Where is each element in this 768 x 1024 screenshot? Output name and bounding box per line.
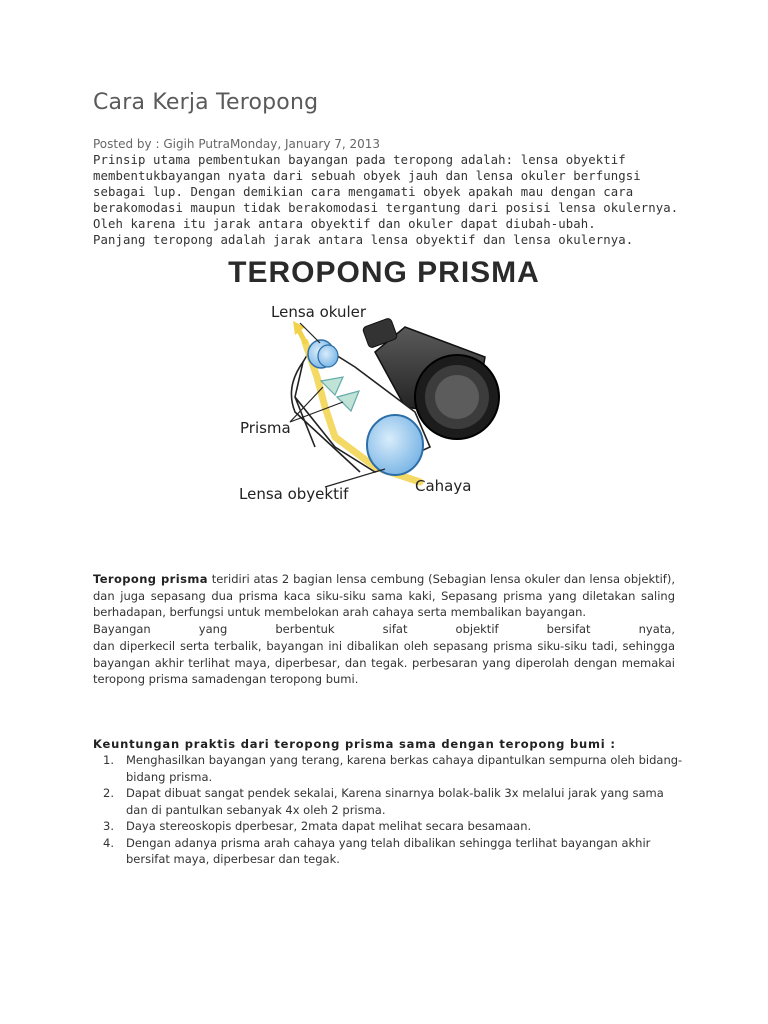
list-number: 2. <box>103 786 114 800</box>
list-item <box>93 818 683 835</box>
ocular-lens <box>308 340 338 368</box>
list-item <box>93 835 683 868</box>
post-title: Cara Kerja Teropong <box>93 90 319 115</box>
figure-heading: TEROPONG PRISMA <box>228 256 540 289</box>
binocular-illustration <box>225 297 525 512</box>
list-text: Dengan adanya prisma arah cahaya yang telah dibalikan sehingga terlihat bayangan akhir bersifat maya, diperbesar dan tegak. <box>126 835 651 866</box>
intro-line: membentukbayangan nyata dari sebuah obyek jauh dan lensa okuler berfungsi <box>93 169 641 183</box>
paragraph-image-rest: dan diperkecil serta terbalik, bayangan ini dibalikan oleh sepasang prisma siku-siku tadi, sehingga bayangan akhir terlihat maya, diperbesar, dan tegak. perbesaran yang diperolah dengan memakai teropong prisma samadengan teropong bumi. <box>93 638 675 687</box>
advantages-list <box>93 752 683 868</box>
list-text: Menghasilkan bayangan yang terang, karena berkas cahaya dipantulkan sempurna oleh bidang-bidang prisma. <box>126 753 683 784</box>
intro-line: Oleh karena itu jarak antara obyektif dan okuler dapat diubah-ubah. <box>93 217 596 231</box>
intro-line: Panjang teropong adalah jarak antara lensa obyektif dan lensa okulernya. <box>93 233 634 247</box>
binocular-figure <box>225 297 525 512</box>
paragraph-image-line: Bayangan yang berbentuk sifat objektif bersifat nyata, <box>93 622 675 637</box>
intro-text <box>93 152 683 248</box>
term-teropong-prisma: Teropong prisma <box>93 572 208 586</box>
paragraph-prism-rest: teridiri atas 2 bagian lensa cembung (Sebagian lensa okuler dan lensa objektif), dan juga sepasang dua prisma kaca siku-siku sama kaki, Sepasang prisma yang diletakan saling berhadapan, berfungsi untuk membelokan arah cahaya serta membalikan bayangan. <box>93 572 675 620</box>
list-number: 1. <box>103 753 114 767</box>
list-item <box>93 785 683 818</box>
post-author[interactable]: Gigih Putra <box>163 137 230 151</box>
advantages-heading: Keuntungan praktis dari teropong prisma sama dengan teropong bumi : <box>93 737 616 751</box>
list-number: 4. <box>103 835 114 850</box>
paragraph-prism-description <box>93 571 675 621</box>
label-prism: Prisma <box>240 419 291 437</box>
label-objective-lens: Lensa obyektif <box>239 485 349 503</box>
posted-by-prefix: Posted by : <box>93 137 164 151</box>
intro-line: Prinsip utama pembentukan bayangan pada teropong adalah: lensa obyektif <box>93 153 626 167</box>
list-text: Daya stereoskopis dperbesar, 2mata dapat melihat secara besamaan. <box>126 819 532 833</box>
body-text <box>93 571 675 688</box>
intro-line: sebagai lup. Dengan demikian cara mengamati obyek apakah mau dengan cara <box>93 185 634 199</box>
list-number: 3. <box>103 819 114 833</box>
objective-lens <box>367 415 423 475</box>
list-item <box>93 752 683 785</box>
label-ocular-lens: Lensa okuler <box>271 303 367 321</box>
intro-line: berakomodasi maupun tidak berakomodasi tergantung dari posisi lensa okulernya. <box>93 201 679 215</box>
list-text: Dapat dibuat sangat pendek sekalai, Karena sinarnya bolak-balik 3x melalui jarak yang sama dan di pantulkan sebanyak 4x oleh 2 prisma. <box>126 786 664 817</box>
label-light: Cahaya <box>415 477 472 495</box>
post-meta <box>93 137 380 151</box>
post-date: Monday, January 7, 2013 <box>229 137 381 151</box>
